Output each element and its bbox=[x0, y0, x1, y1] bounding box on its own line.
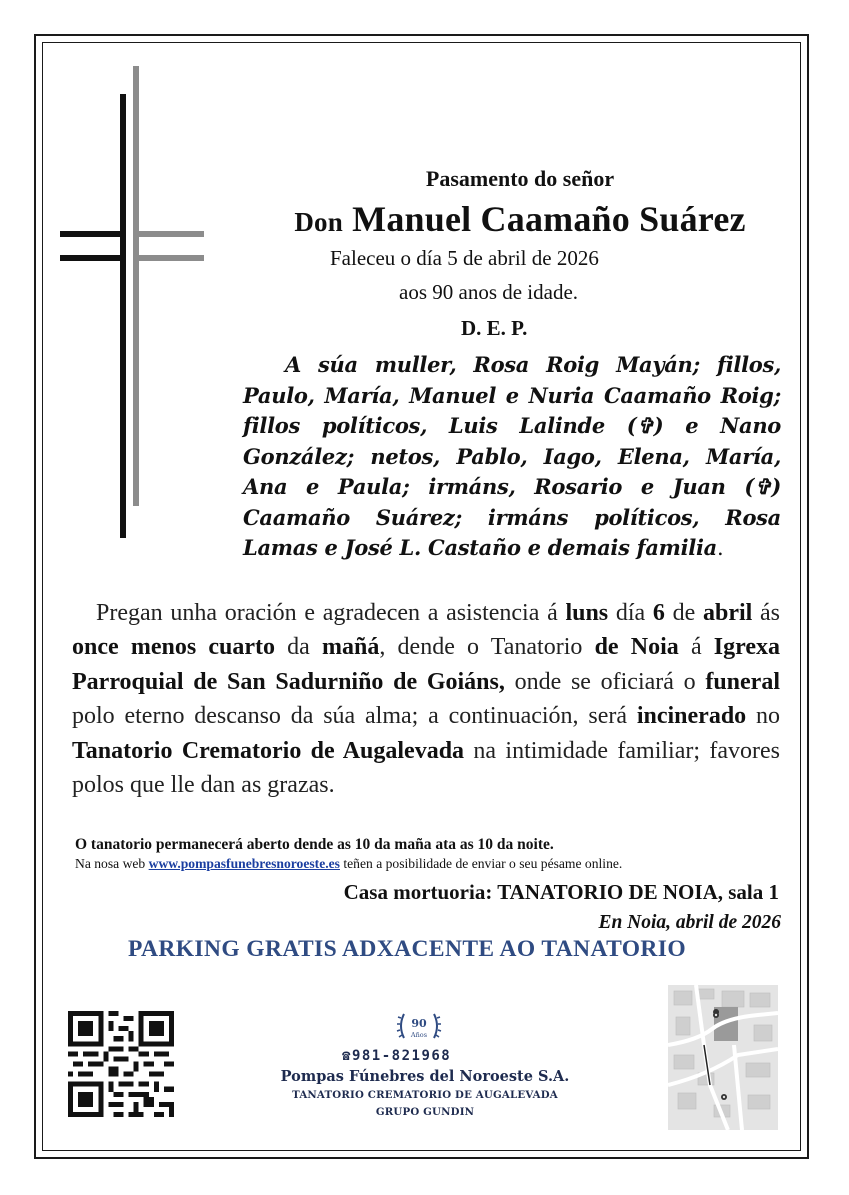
family-end: . bbox=[716, 536, 724, 560]
location-map[interactable] bbox=[668, 985, 778, 1130]
family-text-2: ) e Nano González; netos, Pablo, Iago, Elena, María, Ana e Paula; irmáns, Rosario e Juan ( bbox=[243, 413, 781, 499]
anniversary-logo-icon bbox=[396, 1008, 442, 1048]
family-text-1: A súa muller, Rosa Roig Mayán; fillos, Paulo, María, Manuel e Nuria Caamaño Roig; fillos políticos, Luis Lalinde ( bbox=[243, 352, 781, 438]
wake-location: Casa mortuoria: TANATORIO DE NOIA, sala 1 bbox=[343, 880, 779, 904]
phone-number: ☎981-821968 bbox=[342, 1048, 452, 1064]
family-list bbox=[243, 350, 781, 564]
service-paragraph: Pregan unha oración e agradecen a asistencia á luns día 6 de abril ás once menos cuarto da mañá, dende o Tanatorio de Noia á Igrexa Parroquial de San Sadurniño de Goiáns, onde se oficiará o funeral polo eterno descanso da súa alma; a continuación, será incinerado no Tanatorio Crematorio de Augalevada na intimidade familiar; favores polos que lle dan as grazas. bbox=[72, 600, 781, 799]
deceased-full-name: Manuel Caamaño Suárez bbox=[352, 199, 746, 239]
logo-word: Años bbox=[410, 1031, 428, 1039]
obituary-intro: Pasamento do señor bbox=[425, 166, 615, 191]
family-text-3: ) Caamaño Suárez; irmáns políticos, Rosa Lamas e José L. Castaño e demais familia bbox=[243, 474, 781, 560]
deceased-cross-icon: ✞ bbox=[754, 474, 772, 499]
parking-banner: PARKING GRATIS ADXACENTE AO TANATORIO bbox=[128, 936, 686, 962]
website-link[interactable]: www.pompasfunebresnoroeste.es bbox=[148, 856, 340, 871]
company-group: GRUPO GUNDIN bbox=[375, 1106, 475, 1118]
death-date: Faleceu o día 5 de abril de 2026 bbox=[330, 246, 599, 270]
cross-icon bbox=[58, 66, 208, 546]
qr-code[interactable] bbox=[68, 1011, 174, 1117]
company-name: Pompas Fúnebres del Noroeste S.A. bbox=[280, 1068, 570, 1085]
opening-hours-note: O tanatorio permanecerá aberto dende as 10 da maña ata as 10 da noite. bbox=[75, 836, 554, 853]
deceased-cross-icon: ✞ bbox=[636, 413, 654, 438]
honorific: Don bbox=[294, 207, 343, 237]
rip-line: D. E. P. bbox=[461, 316, 528, 340]
logo-number: 90 bbox=[411, 1017, 427, 1030]
web-note: Na nosa web www.pompasfunebresnoroeste.es teñen a posibilidade de enviar o seu pésame online. bbox=[75, 856, 623, 871]
deceased-name bbox=[240, 198, 800, 240]
place-date: En Noia, abril de 2026 bbox=[598, 912, 781, 933]
company-subtitle: TANATORIO CREMATORIO DE AUGALEVADA bbox=[292, 1089, 558, 1101]
age-line: aos 90 anos de idade. bbox=[399, 280, 579, 304]
